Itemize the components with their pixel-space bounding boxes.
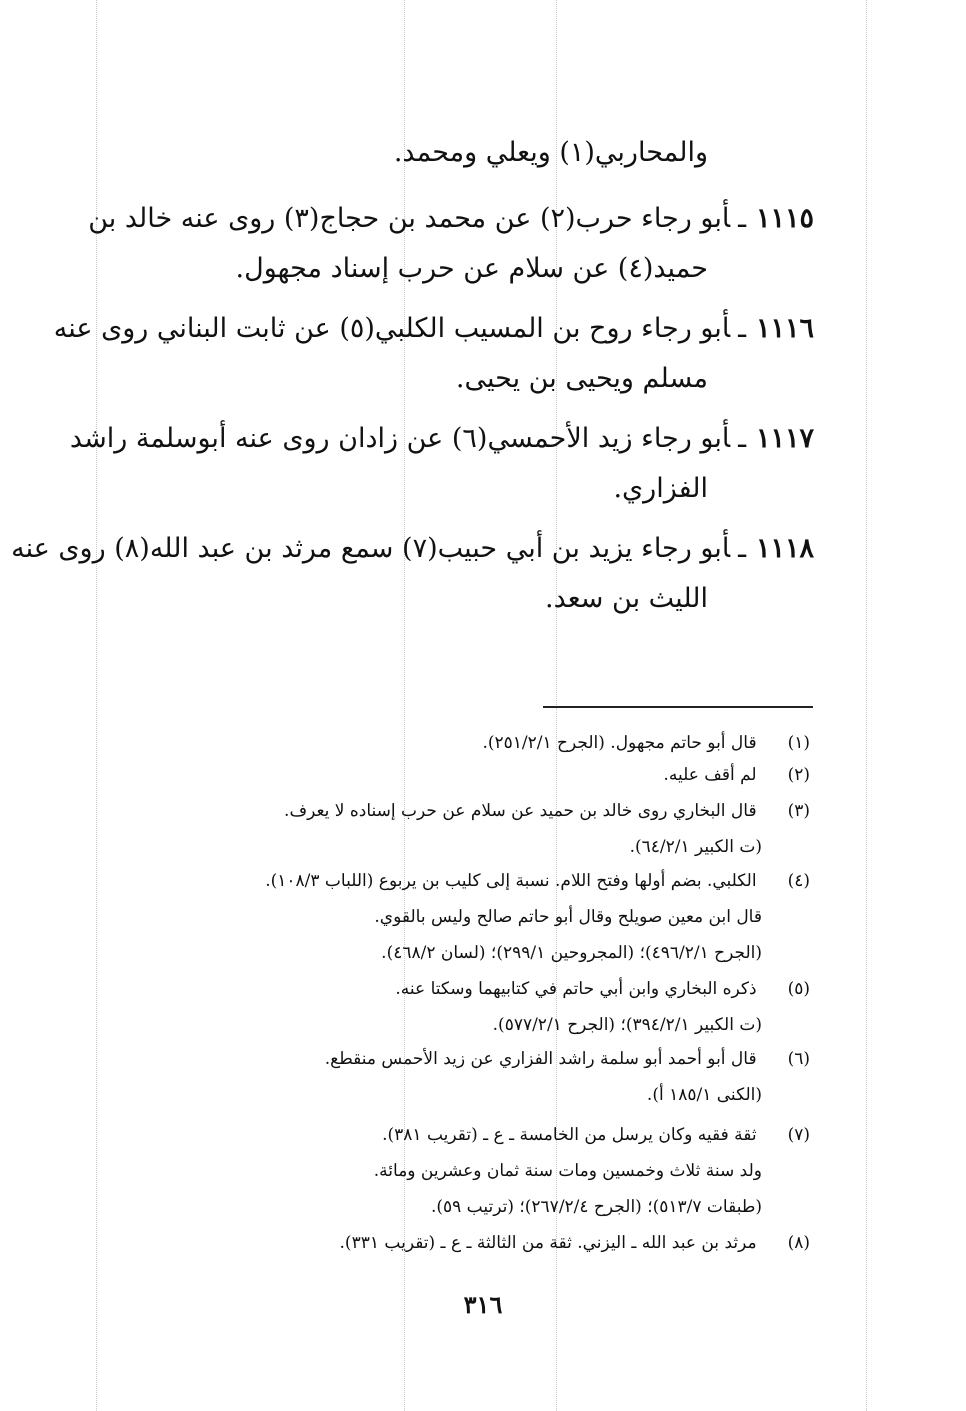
footnote-5 <box>395 974 810 1004</box>
footnote-text: ثقة فقيه وكان يرسل من الخامسة ـ ع ـ (تقريب ٣٨١). <box>382 1125 757 1145</box>
entry-number: ١١١٨ <box>755 533 814 564</box>
footnote-number: (٤) <box>787 871 810 891</box>
entry-number: ١١١٦ <box>755 313 814 344</box>
footnote-6 <box>325 1044 810 1074</box>
footnote-7 <box>382 1120 810 1150</box>
footnote-number: (٧) <box>787 1125 810 1145</box>
footnote-7-cont: (طبقات ٥١٣/٧)؛ (الجرح ٢٦٧/٢/٤)؛ (ترتيب ٥٩). <box>430 1197 762 1217</box>
scan-artifact <box>866 0 868 1411</box>
footnote-text: قال أبو حاتم مجهول. (الجرح ٢٥١/٢/١). <box>482 733 757 753</box>
dash: ـ <box>738 423 746 454</box>
entry-line-1 <box>69 410 814 468</box>
entry-line-2: حميد(٤) عن سلام عن حرب إسناد مجهول. <box>235 253 708 284</box>
entry-text: أبو رجاء حرب(٢) عن محمد بن حجاج(٣) روى عنه خالد بن <box>88 203 731 234</box>
footnote-3-cont: (ت الكبير ٦٤/٢/١). <box>629 837 762 857</box>
footnote-5-cont: (ت الكبير ٣٩٤/٢/١)؛ (الجرح ٥٧٧/٢/١). <box>492 1015 762 1035</box>
dash: ـ <box>738 533 746 564</box>
footnote-text: قال أبو أحمد أبو سلمة راشد الفزاري عن زيد الأحمس منقطع. <box>324 1049 757 1069</box>
footnote-number: (٦) <box>787 1049 810 1069</box>
page-number: ٣١٦ <box>463 1290 503 1319</box>
intro-line: والمحاربي(١) ويعلي ومحمد. <box>393 137 708 168</box>
footnote-4-cont: قال ابن معين صويلح وقال أبو حاتم صالح وليس بالقوي. <box>374 907 762 927</box>
entry-text: أبو رجاء روح بن المسيب الكلبي(٥) عن ثابت البناني روى عنه <box>53 313 731 344</box>
footnote-number: (٨) <box>787 1233 810 1253</box>
footnote-number: (٥) <box>787 979 810 999</box>
footnote-text: مرثد بن عبد الله ـ اليزني. ثقة من الثالثة ـ ع ـ (تقريب ٣٣١). <box>339 1233 757 1253</box>
entry-number: ١١١٥ <box>755 203 814 234</box>
dash: ـ <box>738 313 746 344</box>
footnote-divider <box>543 706 813 708</box>
footnote-text: الكلبي. بضم أولها وفتح اللام. نسبة إلى كليب بن يربوع (اللباب ١٠٨/٣). <box>265 871 757 891</box>
dash: ـ <box>738 203 746 234</box>
footnote-8 <box>340 1228 810 1258</box>
footnote-2 <box>663 760 810 790</box>
footnote-4 <box>265 866 810 896</box>
entry-text: أبو رجاء يزيد بن أبي حبيب(٧) سمع مرثد بن عبد الله(٨) روى عنه <box>11 533 731 564</box>
entry-text: أبو رجاء زيد الأحمسي(٦) عن زادان روى عنه أبوسلمة راشد <box>69 423 731 454</box>
entry-line-2: مسلم ويحيى بن يحيى. <box>455 363 708 394</box>
entry-line-2: الفزاري. <box>613 473 708 504</box>
footnote-number: (١) <box>787 733 810 753</box>
footnote-text: لم أقف عليه. <box>663 765 757 785</box>
entry-line-2: الليث بن سعد. <box>545 583 708 614</box>
footnote-3 <box>284 796 810 826</box>
footnote-number: (٢) <box>787 765 810 785</box>
footnote-number: (٣) <box>787 801 810 821</box>
footnote-6-cont: (الكنى ١٨٥/١ أ). <box>646 1085 762 1105</box>
footnote-7-cont: ولد سنة ثلاث وخمسين ومات سنة ثمان وعشرين ومائة. <box>373 1161 762 1181</box>
entry-number: ١١١٧ <box>755 423 814 454</box>
footnote-text: ذكره البخاري وابن أبي حاتم في كتابيهما وسكتا عنه. <box>395 979 757 999</box>
entry-line-1 <box>11 520 814 578</box>
footnote-1 <box>482 728 810 758</box>
footnote-text: قال البخاري روى خالد بن حميد عن سلام عن حرب إسناده لا يعرف. <box>284 801 757 821</box>
footnote-4-cont: (الجرح ٤٩٦/٢/١)؛ (المجروحين ٢٩٩/١)؛ (لسان ٤٦٨/٢). <box>381 943 762 963</box>
